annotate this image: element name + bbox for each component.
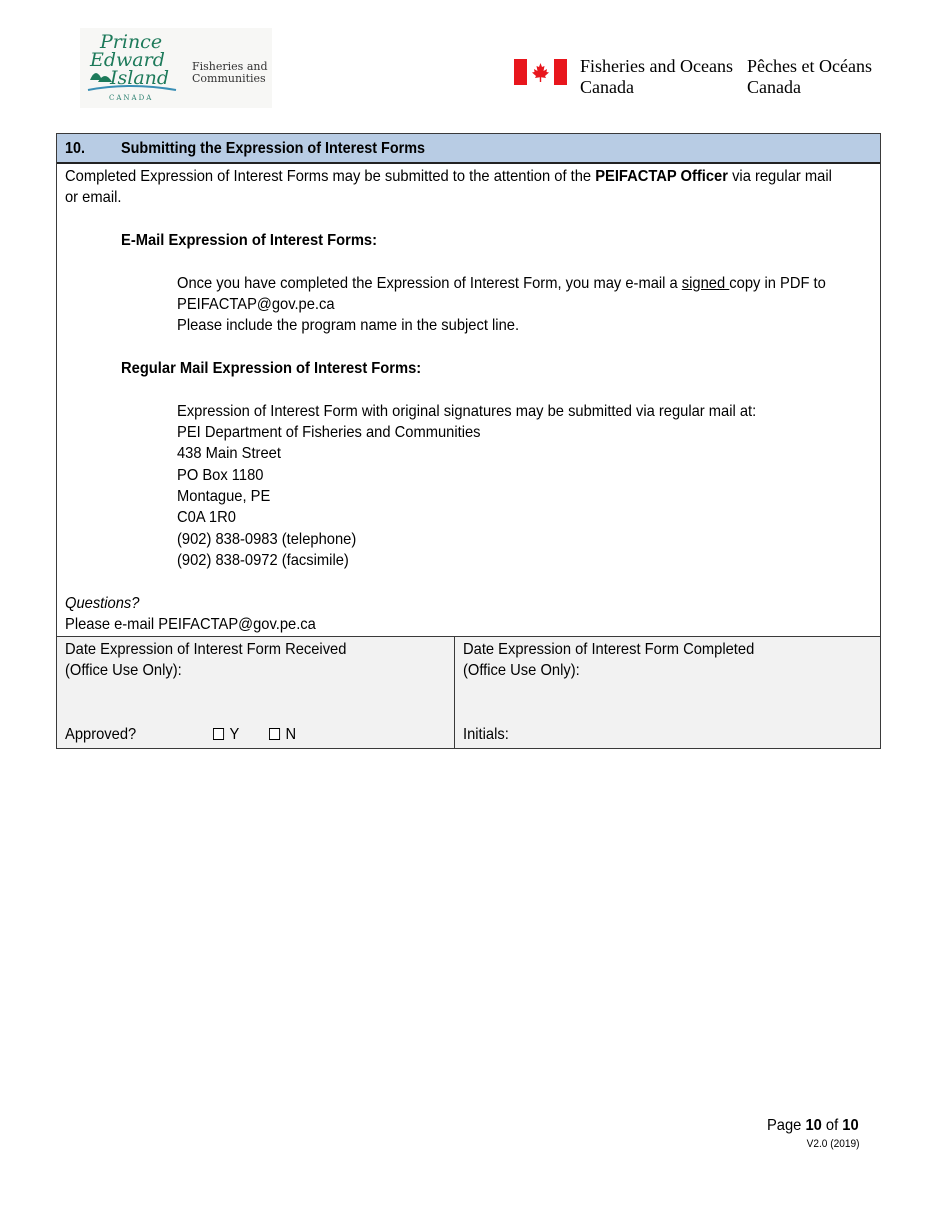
email-text-b: copy in PDF to	[729, 275, 826, 292]
pei-department-line2: Communities	[192, 72, 266, 85]
questions-contact: Please e-mail PEIFACTAP@gov.pe.ca	[65, 616, 316, 633]
intro-text-a: Completed Expression of Interest Forms may be submitted to the attention of the	[65, 168, 596, 185]
approval-row	[57, 722, 880, 748]
dfo-french-name	[747, 56, 872, 98]
dfo-en-line1: Fisheries and Oceans	[580, 56, 733, 76]
approved-yes-checkbox[interactable]	[213, 728, 224, 740]
email-heading: E-Mail Expression of Interest Forms:	[121, 232, 378, 249]
approved-yes-label: Y	[229, 726, 240, 743]
dfo-fr-line1: Pêches et Océans	[747, 56, 872, 76]
pei-logo	[80, 28, 272, 108]
pei-department-name	[192, 61, 268, 85]
approved-no-label: N	[285, 726, 297, 743]
page-of: of	[822, 1117, 843, 1134]
email-address: PEIFACTAP@gov.pe.ca	[177, 296, 335, 313]
mail-line: PO Box 1180	[177, 467, 264, 484]
approved-yes-option[interactable]	[213, 724, 239, 745]
page-prefix: Page	[767, 1117, 806, 1134]
received-label-line1: Date Expression of Interest Form Received	[65, 641, 347, 658]
office-column-divider	[454, 636, 455, 748]
approved-no-checkbox[interactable]	[269, 728, 280, 740]
completed-label-line1: Date Expression of Interest Form Completed	[463, 641, 755, 658]
email-instructions-line1	[177, 273, 826, 294]
dfo-fr-line2: Canada	[747, 77, 801, 97]
mail-line: (902) 838-0972 (facsimile)	[177, 552, 349, 569]
page-number	[767, 1117, 859, 1135]
version-label: V2.0 (2019)	[806, 1138, 859, 1150]
email-text-a: Once you have completed the Expression of Interest Form, you may e-mail a	[177, 275, 682, 292]
mail-heading: Regular Mail Expression of Interest Forms:	[121, 360, 422, 377]
svg-text:Edward: Edward	[90, 49, 165, 71]
email-signed-underlined: signed	[681, 275, 730, 292]
dfo-en-line2: Canada	[580, 77, 634, 97]
received-label-line2: (Office Use Only):	[65, 662, 182, 679]
canada-flag-icon	[514, 59, 567, 85]
dfo-english-name	[580, 56, 733, 98]
mail-line: Expression of Interest Form with original signatures may be submitted via regular mail at:	[177, 403, 757, 420]
approved-label: Approved?	[65, 726, 137, 743]
intro-paragraph-line2: or email.	[65, 189, 122, 206]
svg-text:Island: Island	[110, 67, 170, 89]
submission-section	[56, 133, 881, 749]
section-header	[57, 134, 880, 164]
pei-country: CANADA	[109, 94, 154, 102]
mail-line: 438 Main Street	[177, 445, 281, 462]
mail-line: (902) 838-0983 (telephone)	[177, 531, 357, 548]
approved-no-option[interactable]	[269, 724, 296, 745]
svg-text:Prince: Prince	[100, 31, 163, 53]
mail-line: PEI Department of Fisheries and Communities	[177, 424, 481, 441]
section-title: Submitting the Expression of Interest Forms	[121, 140, 426, 157]
intro-paragraph-line1	[65, 166, 832, 187]
mail-line: C0A 1R0	[177, 509, 236, 526]
email-subject-note: Please include the program name in the subject line.	[177, 317, 520, 334]
completed-label-line2: (Office Use Only):	[463, 662, 580, 679]
office-use-row	[57, 636, 880, 723]
questions-label: Questions?	[65, 595, 140, 612]
initials-label: Initials:	[463, 726, 509, 743]
section-number: 10.	[65, 140, 86, 157]
page-current: 10	[805, 1117, 823, 1134]
intro-text-b: via regular mail	[727, 168, 832, 185]
intro-officer-bold: PEIFACTAP Officer	[595, 168, 728, 185]
page-total: 10	[842, 1117, 859, 1134]
pei-department-line1: Fisheries and	[192, 60, 268, 73]
mail-line: Montague, PE	[177, 488, 271, 505]
